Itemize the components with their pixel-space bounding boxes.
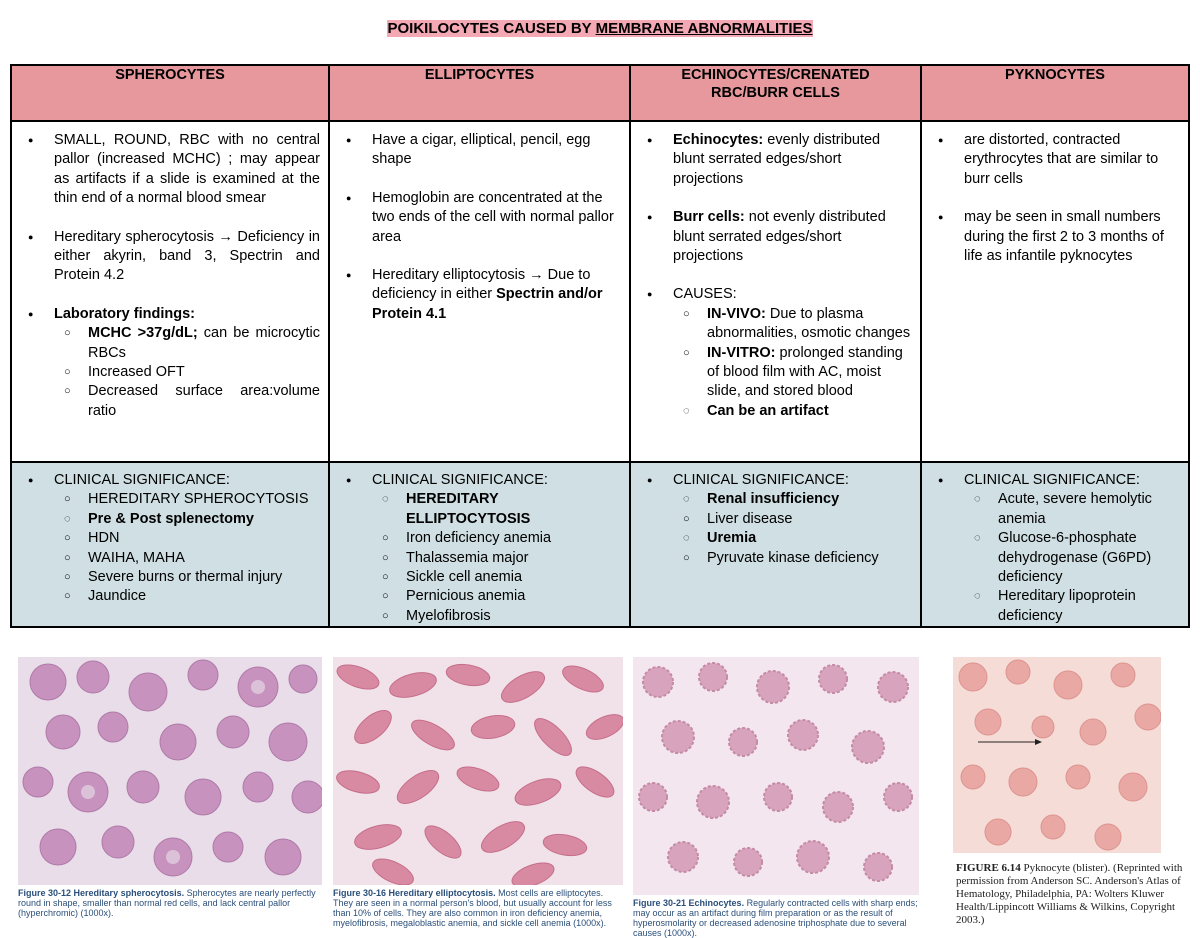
list-item: ○ WAIHA, MAHA — [54, 549, 320, 568]
clinical-label — [330, 471, 629, 626]
sphero-sub-3: ○ Decreased surface area:volume ratio — [54, 382, 320, 421]
echino-bullet-3 — [631, 285, 920, 421]
pykno-bullet-2: ● may be seen in small numbers during the first 2 to 3 months of life as infantile pyknocytes — [922, 208, 1188, 266]
header-row — [11, 65, 1189, 121]
title-part2: MEMBRANE ABNORMALITIES — [595, 20, 813, 37]
echinocytes-micrograph — [633, 657, 919, 895]
echino-sub-1 — [673, 305, 912, 344]
sphero-bullet-3 — [12, 305, 328, 421]
in-vitro-text: prolonged standing of blood film with AC, moist slide, and stored blood — [707, 344, 903, 400]
sphero-sub-2: ○ Increased OFT — [54, 363, 320, 382]
list-item: ○ Jaundice — [54, 587, 320, 606]
description-row — [11, 121, 1189, 462]
in-vivo-label: IN-VIVO: — [707, 305, 766, 322]
caption-2-label: Figure 30-16 — [333, 888, 387, 898]
echino-bullet-1 — [631, 131, 920, 189]
sphero-bullet-1: ● SMALL, ROUND, RBC with no central pallor (increased MCHC) ; may appear as artifacts if a slide is examined at the thin end of a normal blood smear — [12, 131, 328, 209]
clinical-label-text: CLINICAL SIGNIFICANCE: — [673, 472, 849, 488]
clinical-pyknocytes — [921, 462, 1189, 627]
list-item-bold: Uremia — [707, 530, 757, 547]
list-item: ○ Severe burns or thermal injury — [54, 568, 320, 587]
caption-2-text: Most cells are elliptocytes. They are seen in a normal person's blood, but usually account for less than 10% of cells. They are also common in iron deficiency anemia, myelofibrosis, megaloblastic anemia, and sickle cell anemia (1000x). — [333, 888, 612, 928]
burr-cells-label: Burr cells: — [673, 209, 745, 226]
list-item: ○ HEREDITARY SPHEROCYTOSIS — [54, 490, 320, 509]
in-vivo-text: Due to plasma abnormalities, osmotic changes — [707, 305, 911, 342]
mchc-text: can be microcytic RBCs — [88, 325, 320, 361]
clinical-label — [922, 471, 1188, 626]
caption-2-bold: Hereditary elliptocytosis. — [388, 888, 496, 898]
header-echinocytes-line2: RBC/BURR CELLS — [711, 85, 840, 101]
caption-1-label: Figure 30-12 — [18, 888, 72, 898]
caption-echinocytes — [633, 898, 921, 938]
in-vitro-label: IN-VITRO: — [707, 344, 776, 361]
spherocytes-micrograph — [18, 657, 322, 885]
caption-3-bold: Echinocytes. — [688, 898, 745, 908]
caption-4-text: Pyknocyte (blister). (Reprinted with permission from Anderson SC. Anderson's Atlas of Hematology, Philadelphia, PA: Wolters Kluwer Health/Lippincott Williams & Wilkins, Copyright 2003.) — [956, 862, 1183, 926]
list-item — [54, 510, 320, 529]
artifact-label: Can be an artifact — [707, 402, 829, 419]
header-spherocytes: SPHEROCYTES — [11, 65, 329, 121]
causes-label: CAUSES: — [673, 286, 737, 303]
pyknocytes-micrograph — [953, 657, 1161, 853]
clinical-elliptocytes — [329, 462, 630, 627]
list-item-bold: HEREDITARY ELLIPTOCYTOSIS — [406, 491, 531, 527]
list-item: ○ Liver disease — [673, 510, 912, 529]
list-item — [673, 490, 912, 509]
clinical-label-text: CLINICAL SIGNIFICANCE: — [964, 472, 1140, 488]
header-elliptocytes: ELLIPTOCYTES — [329, 65, 630, 121]
list-item: ◌ Glucose-6-phosphate dehydrogenase (G6PD) deficiency — [964, 529, 1180, 587]
echinocytes-label: Echinocytes: — [673, 132, 764, 148]
caption-1-text: Spherocytes are nearly perfectly round in shape, smaller than normal red cells, and lack central pallor (hyperchromic) (1000x). — [18, 888, 316, 918]
list-item: ◌ Acute, severe hemolytic anemia — [964, 490, 1180, 529]
sphero-sub-1 — [54, 324, 320, 363]
ellipto-b3-text: Hereditary elliptocytosis → Due to deficiency in either — [372, 267, 591, 303]
clinical-row — [11, 462, 1189, 627]
ellipto-bullet-2: ● Hemoglobin are concentrated at the two ends of the cell with normal pallor area — [330, 189, 629, 247]
title-part1: POIKILOCYTES CAUSED BY — [387, 20, 596, 37]
echino-sub-2 — [673, 344, 912, 402]
caption-3-label: Figure 30-21 — [633, 898, 687, 908]
ellipto-bullet-1: ● Have a cigar, elliptical, pencil, egg shape — [330, 131, 629, 170]
clinical-label-text: CLINICAL SIGNIFICANCE: — [54, 472, 230, 488]
poikilocyte-table — [10, 64, 1190, 628]
echino-sub-3 — [673, 402, 912, 421]
list-item-bold: Renal insufficiency — [707, 491, 840, 508]
header-echinocytes-line1: ECHINOCYTES/CRENATED — [681, 67, 870, 83]
clinical-label-text: CLINICAL SIGNIFICANCE: — [372, 472, 548, 488]
header-echinocytes — [630, 65, 921, 121]
list-item — [372, 490, 621, 529]
caption-elliptocytes — [333, 888, 623, 928]
caption-1-bold: Hereditary spherocytosis. — [73, 888, 185, 898]
cell-echinocytes — [630, 121, 921, 462]
caption-4-label: FIGURE 6.14 — [956, 862, 1021, 874]
caption-pyknocytes — [956, 862, 1188, 927]
list-item — [673, 529, 912, 548]
header-pyknocytes: PYKNOCYTES — [921, 65, 1189, 121]
burr-cells-text: not evenly distributed blunt serrated edges/short projections — [673, 209, 886, 265]
echinocytes-text: evenly distributed blunt serrated edges/short projections — [673, 132, 881, 187]
clinical-label — [631, 471, 920, 568]
cell-spherocytes — [11, 121, 329, 462]
mchc-label: MCHC >37g/dL; — [88, 325, 198, 342]
cell-pyknocytes — [921, 121, 1189, 462]
echino-bullet-2 — [631, 208, 920, 266]
lab-findings-label: Laboratory findings: — [54, 305, 195, 322]
list-item-bold: Pre & Post splenectomy — [88, 510, 254, 527]
clinical-spherocytes — [11, 462, 329, 627]
clinical-echinocytes — [630, 462, 921, 627]
page-title — [0, 20, 1200, 37]
list-item: ○ Iron deficiency anemia — [372, 529, 621, 548]
list-item: ○ HDN — [54, 529, 320, 548]
list-item: ◌ Hereditary lipoprotein deficiency — [964, 587, 1180, 626]
caption-3-text: Regularly contracted cells with sharp ends; may occur as an artifact during film preparation or as the result of hyperosmolarity or decreased adenosine triphosphate due to several causes (1000x). — [633, 898, 918, 938]
list-item: ○ Pernicious anemia — [372, 587, 621, 606]
caption-spherocytes — [18, 888, 322, 918]
clinical-label — [12, 471, 328, 607]
pykno-bullet-1: ● are distorted, contracted erythrocytes that are similar to burr cells — [922, 131, 1188, 189]
ellipto-b3-bold: Spectrin and/or Protein 4.1 — [372, 286, 603, 322]
cell-elliptocytes — [329, 121, 630, 462]
ellipto-bullet-3 — [330, 266, 629, 324]
sphero-bullet-2: ● Hereditary spherocytosis → Deficiency in either akyrin, band 3, Spectrin and Protein 4.2 — [12, 228, 328, 286]
list-item: ○ Sickle cell anemia — [372, 568, 621, 587]
elliptocytes-micrograph — [333, 657, 623, 885]
list-item: ○ Thalassemia major — [372, 549, 621, 568]
list-item: ○ Myelofibrosis — [372, 607, 621, 626]
list-item: ○ Pyruvate kinase deficiency — [673, 549, 912, 568]
